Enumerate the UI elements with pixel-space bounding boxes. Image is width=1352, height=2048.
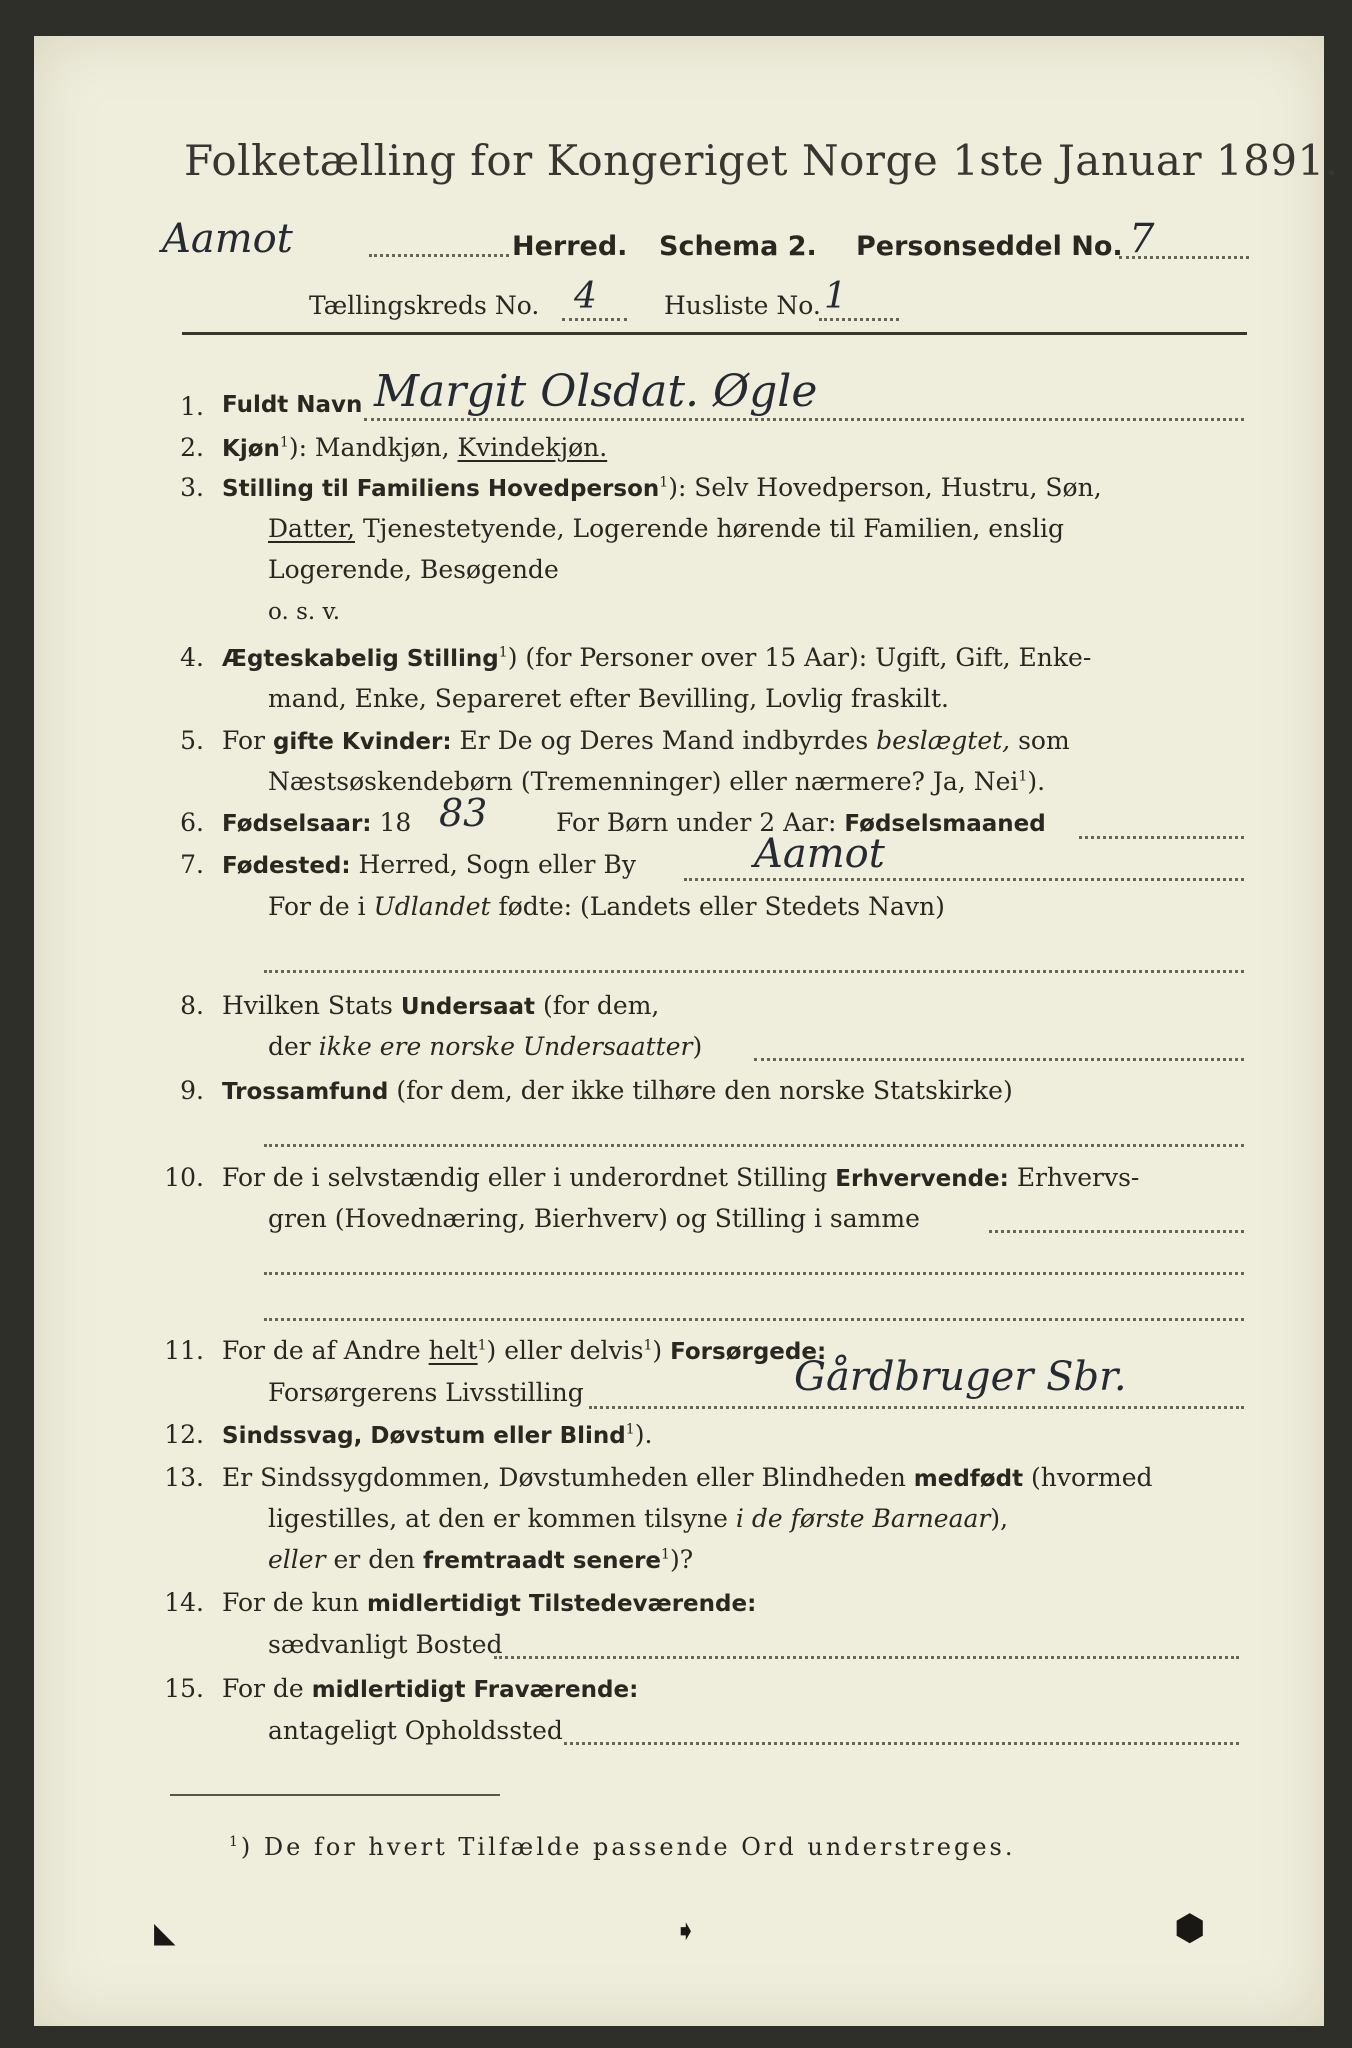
q4-label: Ægteskabelig Stilling	[222, 646, 499, 672]
ink-mark-center: ➧	[674, 1914, 698, 1947]
q1-name-handwriting: Margit Olsdat. Øgle	[374, 366, 818, 417]
q11-text1b: ) eller delvis	[486, 1336, 644, 1365]
q7-dots	[684, 878, 1244, 881]
q13-line3	[268, 1545, 693, 1574]
q2-text: ): Mandkjøn,	[288, 433, 450, 462]
q11-line1	[222, 1336, 826, 1365]
personseddel-dots	[1119, 256, 1249, 259]
q11-sup2: 1	[643, 1337, 653, 1354]
q14-line1	[222, 1588, 756, 1617]
q5-sup: 1	[1018, 768, 1028, 785]
q5-text2b: ).	[1027, 767, 1046, 796]
q11-dots	[589, 1406, 1244, 1409]
q3-sup: 1	[659, 474, 669, 491]
q12-text: ).	[634, 1420, 653, 1449]
q8-text1b: (for dem,	[542, 991, 660, 1020]
q5-label: gifte Kvinder:	[272, 729, 452, 755]
q11-text1c: )	[652, 1336, 663, 1365]
q6-number: 6.	[180, 808, 204, 837]
q10-text2: gren (Hovednæring, Bierhverv) og Stilling i samme	[268, 1204, 920, 1233]
schema-label: Schema 2.	[659, 231, 817, 262]
ink-mark-left: ◣	[154, 1916, 176, 1949]
husliste-dots	[819, 318, 899, 321]
personseddel-label: Personseddel No.	[856, 231, 1123, 262]
footnote-rule	[170, 1794, 500, 1796]
q15-text2: antageligt Opholdssted	[268, 1716, 563, 1745]
q6-line	[222, 808, 411, 837]
q7-text1: Herred, Sogn eller By	[358, 850, 636, 879]
q13-text2a: ligestilles, at den er kommen tilsyne	[268, 1504, 728, 1533]
q14-number: 14.	[164, 1588, 204, 1617]
q7-number: 7.	[180, 850, 204, 879]
q13-line2	[268, 1504, 1008, 1533]
husliste-label: Husliste No.	[664, 291, 821, 320]
q10-label: Erhvervende:	[835, 1166, 1009, 1192]
q11-text2: Forsørgerens Livsstilling	[268, 1378, 584, 1407]
q1-label: Fuldt Navn	[222, 392, 363, 418]
q3-text3: Logerende, Besøgende	[268, 555, 559, 584]
q13-italic2: eller	[268, 1545, 326, 1574]
q9-number: 9.	[180, 1076, 204, 1105]
q6-prefix: 18	[379, 808, 412, 837]
q13-line1	[222, 1463, 1153, 1492]
q11-label: Forsørgede:	[670, 1339, 827, 1365]
q2-number: 2.	[180, 433, 204, 462]
q6-dots	[1079, 836, 1244, 839]
q11-sup: 1	[477, 1337, 487, 1354]
q9-dots	[264, 1144, 1244, 1147]
q5-text1: Er De og Deres Mand indbyrdes	[459, 726, 869, 755]
q3-line1	[222, 473, 1102, 502]
q6-text: For Børn under 2 Aar:	[556, 808, 837, 837]
q9-label: Trossamfund	[222, 1079, 389, 1105]
footnote-sup: 1	[229, 1834, 241, 1850]
q15-label: midlertidigt Fraværende:	[311, 1677, 639, 1703]
q1-number: 1.	[180, 392, 204, 421]
q11-occupation-handwriting: Gårdbruger Sbr.	[794, 1354, 1127, 1400]
q7-dots-2	[264, 970, 1244, 973]
q2-sup: 1	[279, 434, 289, 451]
q15-dots	[564, 1742, 1239, 1745]
q4-text2: mand, Enke, Separeret efter Bevilling, Lovlig fraskilt.	[268, 684, 949, 713]
q10-text1: For de i selvstændig eller i underordnet Stilling	[222, 1163, 828, 1192]
q1-dots	[364, 418, 1244, 421]
q12-label: Sindssvag, Døvstum eller Blind	[222, 1423, 626, 1449]
q3-underlined: Datter,	[268, 514, 355, 543]
q14-text1: For de kun	[222, 1588, 360, 1617]
q8-line2	[268, 1032, 702, 1061]
herred-dots	[369, 254, 509, 257]
q6-year-handwriting: 83	[439, 791, 488, 835]
q10-dots-3	[264, 1318, 1244, 1321]
q7-line2	[268, 892, 945, 921]
q13-text1b: (hvormed	[1031, 1463, 1153, 1492]
q6-label: Fødselsaar:	[222, 811, 372, 837]
q7-text2a: For de i	[268, 892, 366, 921]
q13-text1: Er Sindssygdommen, Døvstumheden eller Blindheden	[222, 1463, 906, 1492]
q8-text2a: der	[268, 1032, 311, 1061]
q13-label2: fremtraadt senere	[423, 1548, 662, 1574]
herred-label: Herred.	[512, 231, 628, 262]
q15-text1: For de	[222, 1674, 304, 1703]
q10-line1	[222, 1163, 1139, 1192]
q5-line1	[222, 726, 1070, 755]
q7-label: Fødested:	[222, 853, 351, 879]
q13-number: 13.	[164, 1463, 204, 1492]
q5-text1b: som	[1018, 726, 1070, 755]
q11-number: 11.	[164, 1336, 204, 1365]
q8-italic: ikke ere norske Undersaatter	[318, 1032, 693, 1061]
q13-italic: i de første Barneaar	[735, 1504, 991, 1533]
personseddel-handwriting: 7	[1129, 216, 1155, 262]
q8-line1	[222, 991, 659, 1020]
q4-sup: 1	[498, 644, 508, 661]
q7-line1	[222, 850, 636, 879]
husliste-handwriting: 1	[824, 276, 847, 317]
q5-italic: beslægtet,	[876, 726, 1011, 755]
q10-number: 10.	[164, 1163, 204, 1192]
q2-line	[222, 433, 607, 462]
q8-dots	[754, 1058, 1244, 1061]
q12-sup: 1	[625, 1421, 635, 1438]
q15-number: 15.	[164, 1674, 204, 1703]
q3-line2	[268, 514, 1064, 543]
footnote-text: ) De for hvert Tilfælde passende Ord understreges.	[240, 1833, 1016, 1861]
q8-text2b: )	[692, 1032, 703, 1061]
q13-label: medfødt	[913, 1466, 1024, 1492]
census-form	[34, 36, 1339, 2026]
q13-text3a: er den	[333, 1545, 416, 1574]
footnote	[229, 1833, 1015, 1861]
form-title: Folketælling for Kongeriget Norge 1ste Januar 1891.	[184, 136, 1339, 185]
q14-text2: sædvanligt Bosted	[268, 1630, 503, 1659]
q5-text2: Næstsøskendebørn (Tremenninger) eller nærmere? Ja, Nei	[268, 767, 1019, 796]
q14-dots	[494, 1656, 1239, 1659]
q13-text3b: )?	[669, 1545, 694, 1574]
q9-text: (for dem, der ikke tilhøre den norske Statskirke)	[396, 1076, 1013, 1105]
q8-text1a: Hvilken Stats	[222, 991, 393, 1020]
q3-text1: ): Selv Hovedperson, Hustru, Søn,	[668, 473, 1102, 502]
q11-text1: For de af Andre	[222, 1336, 421, 1365]
q3-text2: Tjenestetyende, Logerende hørende til Familien, enslig	[362, 514, 1065, 543]
q13-sup: 1	[661, 1546, 670, 1563]
q2-underlined: Kvindekjøn.	[457, 433, 608, 462]
q4-text1: ) (for Personer over 15 Aar): Ugift, Gift, Enke-	[507, 643, 1092, 672]
kreds-label: Tællingskreds No.	[309, 291, 540, 320]
q2-label: Kjøn	[222, 436, 280, 462]
q10-dots	[989, 1230, 1244, 1233]
q9-line	[222, 1076, 1013, 1105]
kreds-handwriting: 4	[574, 276, 597, 317]
q8-number: 8.	[180, 991, 204, 1020]
q5-line2	[268, 767, 1045, 796]
q14-label: midlertidigt Tilstedeværende:	[366, 1591, 757, 1617]
q7-text2b: fødte: (Landets eller Stedets Navn)	[498, 892, 945, 921]
header-rule	[182, 332, 1247, 335]
q15-line1	[222, 1674, 638, 1703]
q4-number: 4.	[180, 643, 204, 672]
q5-number: 5.	[180, 726, 204, 755]
q7-place-handwriting: Aamot	[754, 831, 885, 877]
q4-line1	[222, 643, 1091, 672]
q11-underlined: helt	[428, 1336, 478, 1365]
q5-pre: For	[222, 726, 265, 755]
q3-text4: o. s. v.	[268, 599, 341, 625]
kreds-dots	[562, 318, 627, 321]
q8-label: Undersaat	[400, 994, 536, 1020]
q6-label2: Fødselsmaaned	[844, 811, 1046, 837]
q12-number: 12.	[164, 1420, 204, 1449]
q10-text1b: Erhvervs-	[1016, 1163, 1140, 1192]
q10-dots-2	[264, 1272, 1244, 1275]
q13-text2b: ),	[990, 1504, 1009, 1533]
q7-italic: Udlandet	[373, 892, 491, 921]
q3-label: Stilling til Familiens Hovedperson	[222, 476, 660, 502]
ink-mark-right: ⬢	[1174, 1908, 1206, 1949]
q12-line	[222, 1420, 652, 1449]
q3-number: 3.	[180, 473, 204, 502]
herred-handwriting: Aamot	[162, 216, 293, 262]
